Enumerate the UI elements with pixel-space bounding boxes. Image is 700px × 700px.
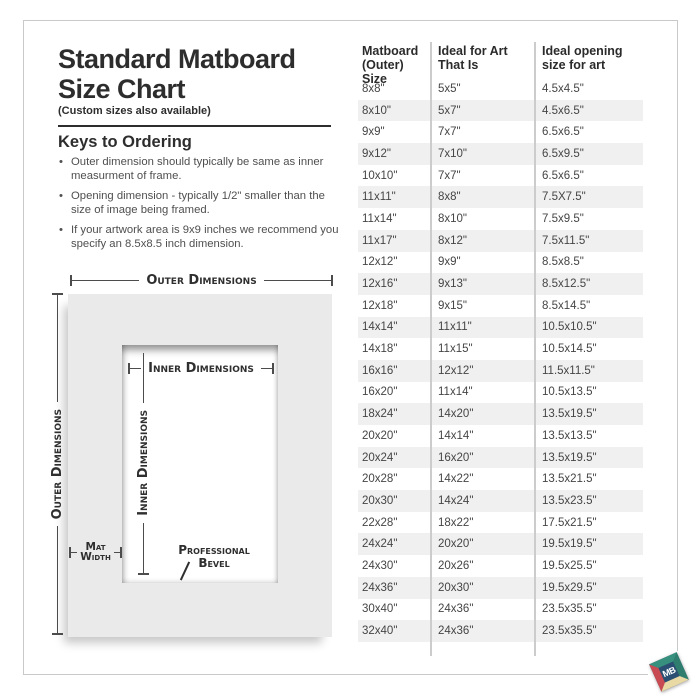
table-cell: 14x22" bbox=[438, 473, 474, 486]
dimension-tick bbox=[120, 547, 122, 558]
inner-dimensions-label: Inner Dimensions bbox=[148, 360, 254, 376]
column-header-text: Ideal for Art bbox=[438, 44, 508, 58]
dimension-line bbox=[72, 280, 139, 281]
table-cell: 18x24" bbox=[362, 408, 398, 421]
table-cell: 14x14" bbox=[438, 429, 474, 442]
table-row bbox=[358, 273, 643, 295]
table-row bbox=[358, 620, 643, 642]
table-cell: 11x14" bbox=[362, 212, 397, 225]
table-cell: 20x20" bbox=[438, 538, 474, 551]
list-item: • Opening dimension - typically 1/2" smaller than the size of image being framed. bbox=[58, 189, 340, 217]
table-row bbox=[358, 533, 643, 555]
mat-width-label-line2: Width bbox=[80, 551, 111, 563]
logo-monogram: MB bbox=[661, 664, 677, 680]
table-cell: 7x7" bbox=[438, 169, 461, 182]
table-cell: 13.5x23.5" bbox=[542, 494, 597, 507]
table-cell: 32x40" bbox=[362, 625, 398, 638]
table-cell: 6.5x6.5" bbox=[542, 126, 584, 139]
table-cell: 9x9" bbox=[438, 256, 461, 269]
table-cell: 10.5x14.5" bbox=[542, 343, 597, 356]
dimension-line bbox=[143, 353, 144, 403]
matboard-logo bbox=[649, 652, 689, 692]
table-row bbox=[358, 252, 643, 274]
table-cell: 23.5x35.5" bbox=[542, 603, 597, 616]
frame-icon bbox=[649, 652, 689, 692]
table-cell: 10.5x13.5" bbox=[542, 386, 597, 399]
table-row bbox=[358, 121, 643, 143]
table-cell: 17.5x21.5" bbox=[542, 516, 597, 529]
table-cell: 4.5x6.5" bbox=[542, 104, 584, 117]
outer-dimensions-horizontal-line bbox=[70, 272, 333, 288]
outer-dimensions-label: Outer Dimensions bbox=[146, 272, 257, 288]
table-cell: 7.5x9.5" bbox=[542, 212, 584, 225]
column-header-opening-size bbox=[534, 42, 644, 86]
table-cell: 20x24" bbox=[362, 451, 398, 464]
inner-dimensions-vertical-line bbox=[135, 353, 151, 575]
list-item: • If your artwork area is 9x9 inches we recommend you specify an 8.5x8.5 inch dimension. bbox=[58, 223, 340, 251]
column-header-matboard-size bbox=[358, 42, 430, 86]
table-cell: 7x10" bbox=[438, 147, 468, 160]
table-cell: 14x20" bbox=[438, 408, 474, 421]
table-cell: 11x11" bbox=[438, 321, 472, 334]
column-header-text: Ideal opening bbox=[542, 44, 623, 58]
table-cell: 19.5x25.5" bbox=[542, 559, 597, 572]
table-cell: 30x40" bbox=[362, 603, 398, 616]
column-divider bbox=[430, 42, 432, 656]
table-cell: 13.5x13.5" bbox=[542, 429, 597, 442]
title-divider bbox=[58, 125, 331, 127]
table-cell: 14x14" bbox=[362, 321, 398, 334]
table-cell: 8x8" bbox=[362, 82, 385, 95]
table-row bbox=[358, 599, 643, 621]
table-row bbox=[358, 490, 643, 512]
table-cell: 12x12" bbox=[362, 256, 398, 269]
dimension-line bbox=[57, 526, 58, 633]
table-cell: 23.5x35.5" bbox=[542, 625, 597, 638]
table-cell: 14x24" bbox=[438, 494, 474, 507]
table-cell: 11x14" bbox=[438, 386, 473, 399]
table-cell: 7.5X7.5" bbox=[542, 191, 586, 204]
table-row bbox=[358, 230, 643, 252]
table-cell: 6.5x9.5" bbox=[542, 147, 584, 160]
table-cell: 10x10" bbox=[362, 169, 398, 182]
table-row bbox=[358, 165, 643, 187]
table-cell: 24x36" bbox=[438, 625, 474, 638]
table-cell: 22x28" bbox=[362, 516, 398, 529]
table-row bbox=[358, 208, 643, 230]
table-cell: 18x22" bbox=[438, 516, 474, 529]
table-cell: 20x26" bbox=[438, 559, 474, 572]
table-cell: 6.5x6.5" bbox=[542, 169, 584, 182]
column-header-text: (Outer) Size bbox=[362, 58, 404, 86]
table-cell: 9x9" bbox=[362, 126, 385, 139]
mat-width-label-line1: Mat bbox=[85, 541, 106, 553]
page-title-line1: Standard Matboard bbox=[58, 44, 296, 74]
dimension-tick bbox=[272, 363, 274, 374]
table-row bbox=[358, 555, 643, 577]
bevel-label-line2: Bevel bbox=[198, 556, 230, 570]
table-row bbox=[358, 338, 643, 360]
table-cell: 11x15" bbox=[438, 343, 473, 356]
table-cell: 5x7" bbox=[438, 104, 461, 117]
table-cell: 9x13" bbox=[438, 278, 468, 291]
table-row bbox=[358, 512, 643, 534]
table-row bbox=[358, 403, 643, 425]
table-cell: 13.5x21.5" bbox=[542, 473, 597, 486]
table-cell: 19.5x29.5" bbox=[542, 581, 597, 594]
table-cell: 13.5x19.5" bbox=[542, 451, 597, 464]
table-cell: 16x20" bbox=[362, 386, 398, 399]
table-cell: 20x30" bbox=[362, 494, 398, 507]
outer-dimensions-label: Outer Dimensions bbox=[49, 408, 65, 520]
table-cell: 20x30" bbox=[438, 581, 474, 594]
table-row bbox=[358, 360, 643, 382]
table-cell: 24x30" bbox=[362, 559, 398, 572]
table-cell: 16x16" bbox=[362, 364, 398, 377]
table-row bbox=[358, 100, 643, 122]
table-cell: 7.5x11.5" bbox=[542, 234, 590, 247]
keys-to-ordering-heading: Keys to Ordering bbox=[58, 133, 192, 151]
column-header-text: size for art bbox=[542, 58, 606, 72]
table-row bbox=[358, 382, 643, 404]
table-cell: 9x15" bbox=[438, 299, 468, 312]
table-cell: 8x8" bbox=[438, 191, 461, 204]
mat-width-label bbox=[77, 542, 114, 562]
table-row bbox=[358, 425, 643, 447]
table-cell: 7x7" bbox=[438, 126, 461, 139]
table-cell: 24x36" bbox=[438, 603, 474, 616]
table-cell: 5x5" bbox=[438, 82, 461, 95]
dimension-tick bbox=[52, 633, 63, 635]
size-table bbox=[358, 42, 644, 642]
outer-dimensions-vertical-line bbox=[49, 293, 65, 635]
table-cell: 13.5x19.5" bbox=[542, 408, 597, 421]
ordering-keys-list bbox=[58, 155, 340, 257]
table-cell: 12x16" bbox=[362, 278, 398, 291]
table-cell: 19.5x19.5" bbox=[542, 538, 597, 551]
table-cell: 8.5x14.5" bbox=[542, 299, 591, 312]
table-cell: 12x12" bbox=[438, 364, 474, 377]
table-cell: 8x12" bbox=[438, 234, 468, 247]
list-item: • Outer dimension should typically be same as inner measurment of frame. bbox=[58, 155, 340, 183]
size-table-body bbox=[358, 78, 643, 642]
dimension-line bbox=[143, 523, 144, 573]
table-cell: 4.5x4.5" bbox=[542, 82, 584, 95]
table-cell: 8.5x8.5" bbox=[542, 256, 584, 269]
column-divider bbox=[534, 42, 536, 656]
table-cell: 11x11" bbox=[362, 191, 396, 204]
bevel-label-line1: Professional bbox=[178, 543, 250, 557]
table-cell: 20x20" bbox=[362, 429, 398, 442]
size-table-header bbox=[358, 42, 644, 86]
table-row bbox=[358, 577, 643, 599]
table-cell: 8x10" bbox=[438, 212, 468, 225]
table-cell: 12x18" bbox=[362, 299, 398, 312]
dimension-line bbox=[57, 295, 58, 402]
table-cell: 14x18" bbox=[362, 343, 398, 356]
page-title-line2: Size Chart bbox=[58, 74, 186, 104]
table-cell: 9x12" bbox=[362, 147, 392, 160]
dimension-tick bbox=[331, 275, 333, 286]
table-row bbox=[358, 447, 643, 469]
table-cell: 20x28" bbox=[362, 473, 398, 486]
professional-bevel-label bbox=[158, 544, 270, 570]
table-cell: 11x17" bbox=[362, 234, 397, 247]
mat-width-line bbox=[69, 541, 122, 563]
table-cell: 24x24" bbox=[362, 538, 398, 551]
page-title bbox=[58, 44, 348, 104]
table-row bbox=[358, 295, 643, 317]
column-header-text: That Is bbox=[438, 58, 479, 72]
column-header-text: Matboard bbox=[362, 44, 419, 58]
table-cell: 8.5x12.5" bbox=[542, 278, 591, 291]
table-row bbox=[358, 186, 643, 208]
table-cell: 8x10" bbox=[362, 104, 392, 117]
column-header-ideal-art bbox=[430, 42, 534, 86]
table-row bbox=[358, 468, 643, 490]
table-row bbox=[358, 317, 643, 339]
table-cell: 24x36" bbox=[362, 581, 398, 594]
dimension-line bbox=[261, 368, 272, 369]
dimension-tick bbox=[138, 573, 149, 575]
table-cell: 11.5x11.5" bbox=[542, 364, 595, 377]
dimension-line bbox=[264, 280, 331, 281]
page-subtitle: (Custom sizes also available) bbox=[58, 105, 211, 117]
inner-dimensions-label: Inner Dimensions bbox=[135, 410, 151, 516]
table-row bbox=[358, 143, 643, 165]
table-cell: 10.5x10.5" bbox=[542, 321, 597, 334]
table-cell: 16x20" bbox=[438, 451, 474, 464]
